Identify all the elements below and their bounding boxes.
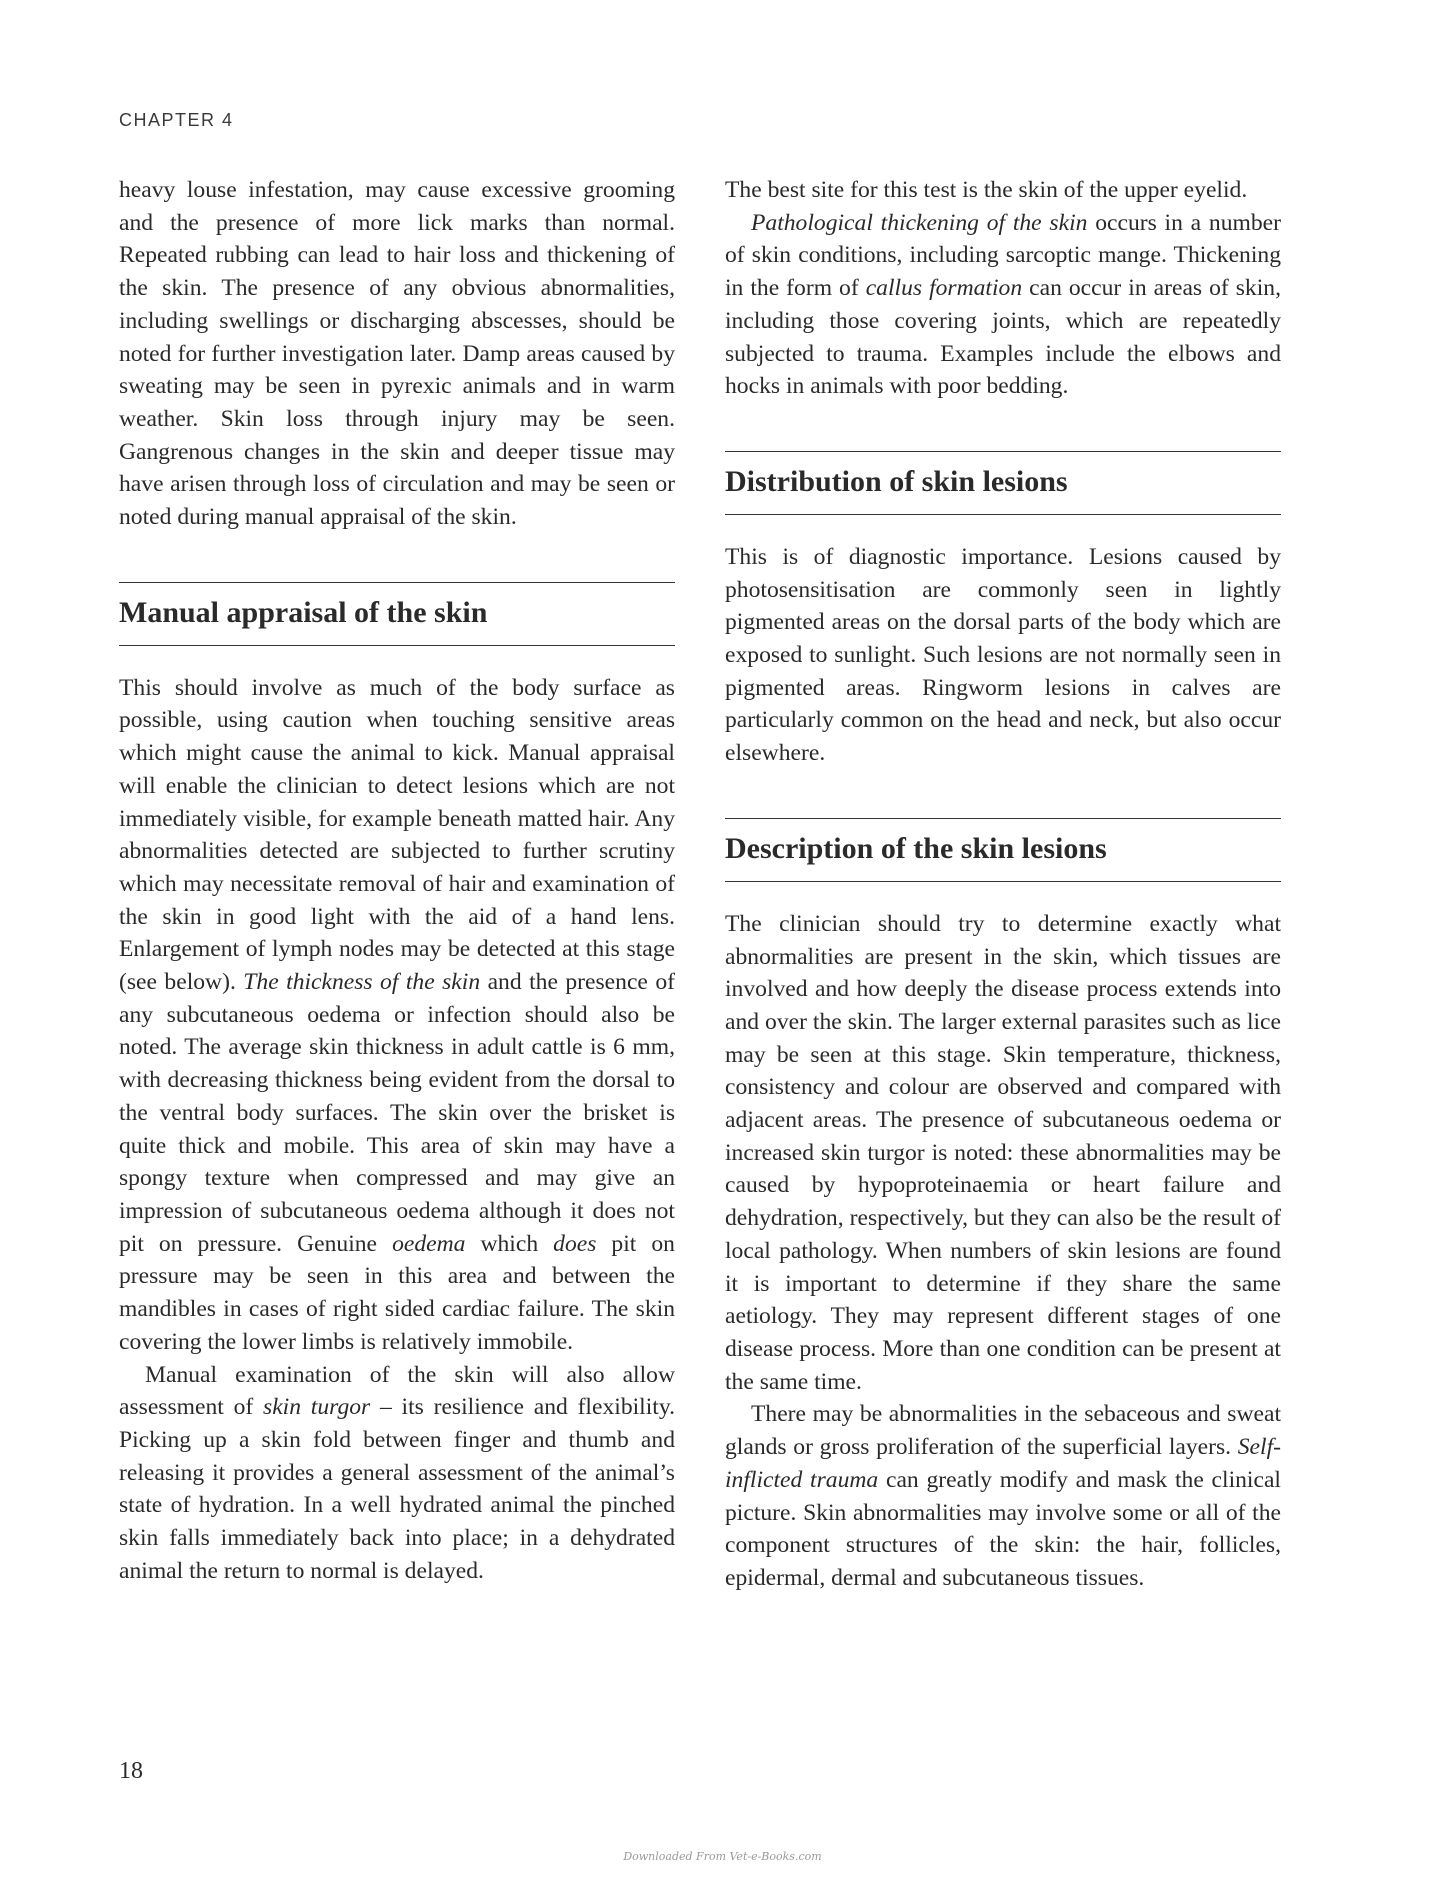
section-heading-distribution: [725, 451, 1281, 515]
right-paragraph-1: The best site for this test is the skin of the upper eyelid.: [725, 177, 1248, 203]
text-run: This should involve as much of the body surface as possible, using caution when touching sensitive areas which might cause the animal to kick. Manual appraisal will enable the clinician to detect lesions which are not immediately visible, for example beneath matted hair. Any abnormalities detected are subjected to further scrutiny which may necessitate removal of hair and examination of the skin in good light with the aid of a hand lens. Enlargement of lymph nodes may be detected at this stage (see below).: [119, 674, 675, 996]
heading-text: Distribution of skin lesions: [725, 464, 1068, 498]
text-run: Manual examination of the skin will also allow assessment of: [119, 1361, 675, 1421]
download-watermark: Downloaded From Vet-e-Books.com: [623, 1850, 822, 1863]
emphasis-term: The thickness of the skin: [243, 969, 481, 996]
section-heading-manual-appraisal: [119, 582, 675, 646]
emphasis-term: skin turgor: [263, 1394, 371, 1421]
page-number: 18: [119, 1758, 143, 1784]
section-heading-description: [725, 818, 1281, 882]
emphasis-term: oedema: [392, 1230, 466, 1257]
emphasis-term: Pathological thickening of the skin: [751, 209, 1088, 236]
text-run: can greatly modify and mask the clinical picture. Skin abnormalities may involve some or all of the component structures of the skin: the hair, follicles, epidermal, dermal and subcutaneous tissues.: [725, 1466, 1281, 1591]
left-column: [119, 174, 675, 1587]
right-paragraph-2: [725, 207, 1281, 403]
left-paragraph-2: [119, 672, 675, 1359]
text-run: can occur in areas of skin, including those covering joints, which are repeatedly subjected to trauma. Examples include the elbows and hocks in animals with poor bedding.: [725, 275, 1281, 400]
heading-text: Description of the skin lesions: [725, 831, 1107, 865]
text-run: which: [465, 1230, 554, 1257]
text-run: pit on pressure may be seen in this area and between the mandibles in cases of right sided cardiac failure. The skin covering the lower limbs is relatively immobile.: [119, 1230, 675, 1355]
text-run: occurs in a number of skin conditions, including sarcoptic mange. Thickening in the form of: [725, 209, 1281, 302]
text-run: and the presence of any subcutaneous oedema or infection should also be noted. The average skin thickness in adult cattle is 6 mm, with decreasing thickness being evident from the dorsal to the ventral body surfaces. The skin over the brisket is quite thick and mobile. This area of skin may have a spongy texture when compressed and may give an impression of subcutaneous oedema although it does not pit on pressure. Genuine: [119, 969, 675, 1257]
right-paragraph-5: [725, 1398, 1281, 1594]
text-run: There may be abnormalities in the sebaceous and sweat glands or gross proliferation of the superficial layers.: [725, 1401, 1281, 1461]
right-column: [725, 174, 1281, 1595]
right-paragraph-4: The clinician should try to determine exactly what abnormalities are present in the skin, which tissues are involved and how deeply the disease process extends into and over the skin. The larger external parasites such as lice may be seen at this stage. Skin temperature, thickness, consistency and colour are observed and compared with adjacent areas. The presence of subcutaneous oedema or increased skin turgor is noted: these abnormalities may be caused by hypoproteinaemia or heart failure and dehydration, respectively, but they can also be the result of local pathology. When numbers of skin lesions are found it is important to determine if they share the same aetiology. They may represent different stages of one disease process. More than one condition can be present at the same time.: [725, 910, 1281, 1395]
emphasis-term: does: [553, 1230, 597, 1257]
left-paragraph-1: heavy louse infestation, may cause excessive grooming and the presence of more lick marks than normal. Repeated rubbing can lead to hair loss and thickening of the skin. The presence of any obvious abnormalities, including swellings or discharging abscesses, should be noted for further investigation later. Damp areas caused by sweating may be seen in pyrexic animals and in warm weather. Skin loss through injury may be seen. Gangrenous changes in the skin and deeper tissue may have arisen through loss of circulation and may be seen or noted during manual appraisal of the skin.: [119, 177, 675, 531]
text-run: – its resilience and flexibility. Picking up a skin fold between finger and thumb and releasing it provides a general assessment of the animal’s state of hydration. In a well hydrated animal the pinched skin falls immediately back into place; in a dehydrated animal the return to normal is delayed.: [119, 1394, 675, 1584]
right-paragraph-3: This is of diagnostic importance. Lesions caused by photosensitisation are commonly seen in lightly pigmented areas on the dorsal parts of the body which are exposed to sunlight. Such lesions are not normally seen in pigmented areas. Ringworm lesions in calves are particularly common on the head and neck, but also occur elsewhere.: [725, 543, 1281, 767]
heading-text: Manual appraisal of the skin: [119, 595, 488, 629]
emphasis-term: Self-inflicted trauma: [725, 1434, 1281, 1493]
running-head: CHAPTER 4: [119, 110, 234, 130]
left-paragraph-3: [119, 1359, 675, 1588]
emphasis-term: callus formation: [865, 275, 1023, 302]
